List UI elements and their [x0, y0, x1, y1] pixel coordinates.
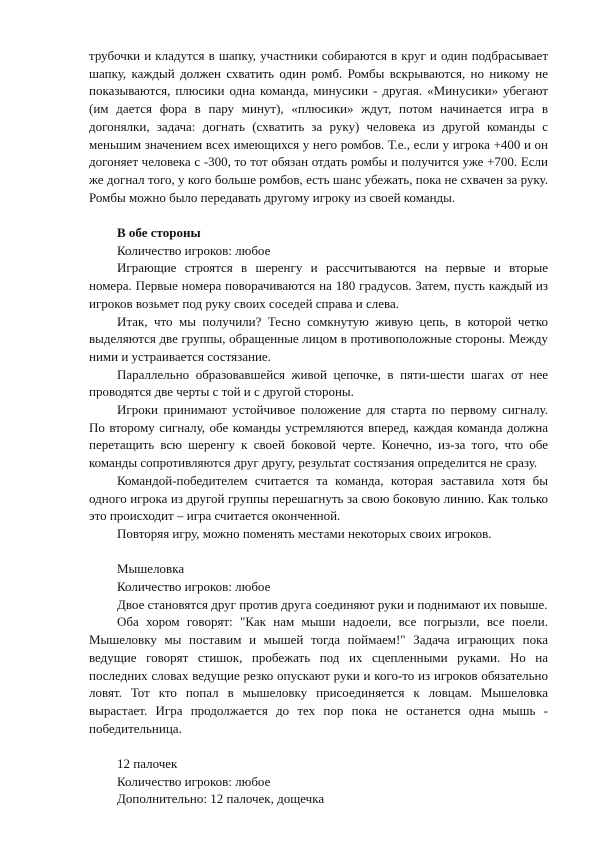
section-v-obe-storony: [89, 224, 548, 543]
players-count: Количество игроков: любое: [117, 773, 271, 789]
document-page: [89, 47, 548, 808]
extra-equipment: Дополнительно: 12 палочек, дощечка: [117, 791, 325, 807]
spacer: [89, 206, 548, 224]
players-count: Количество игроков: любое: [117, 579, 271, 595]
section-title: В обе стороны: [117, 225, 201, 241]
section-myshelovka: [89, 560, 548, 737]
paragraph: Играющие строятся в шеренгу и рассчитываются на первые и вторые номера. Первые номера поворачиваются на 180 градусов. Затем, пусть каждый из игроков возьмет под руку своих соседей справа и слева.: [89, 260, 548, 311]
paragraph: Оба хором говорят: "Как нам мыши надоели, все погрызли, все поели. Мышеловку мы поставим и мышей тогда поймаем!" Задача играющих пока ведущие говорят стишок, пробежать под их сцепленными руками. Но на последних словах ведущие резко опускают руки и кого-то из игроков обязательно ловят. Тот кто попал в мышеловку присоединяется к ловцам. Мышеловка вырастает. Игра продолжается до тех пор пока не останется одна мышь - победительница.: [89, 614, 548, 736]
paragraph: Повторяя игру, можно поменять местами некоторых своих игроков.: [117, 525, 492, 541]
spacer: [89, 543, 548, 561]
intro-paragraph: трубочки и кладутся в шапку, участники собираются в круг и один подбрасывает шапку, каждый должен схватить один ромб. Ромбы вскрываются, но никому не показываются, плюсики одна команда, минусики - другая. «Минусики» убегают (им дается фора в пару минут), «плюсики» ждут, потом начинается игра в догонялки, задача: догнать (схватить за руку) человека из другой команды с меньшим значением всех имеющихся у него ромбов. Т.е., если у игрока +400 и он догоняет человека с -300, то тот обязан отдать ромбы и получится уже +700. Если же догнал того, у кого больше ромбов, есть шанс убежать, пока не схвачен за руку. Ромбы можно было передавать другому игроку из своей команды.: [89, 48, 548, 205]
spacer: [89, 737, 548, 755]
paragraph: Командой-победителем считается та команда, которая заставила хотя бы одного игрока из другой группы перешагнуть за свою боковую линию. Как только это происходит – игра считается оконченной.: [89, 472, 548, 524]
paragraph: Двое становятся друг против друга соединяют руки и поднимают их повыше.: [117, 596, 548, 612]
section-title: 12 палочек: [117, 756, 178, 772]
paragraph: Игроки принимают устойчивое положение для старта по первому сигналу. По второму сигналу, обе команды устремляются вперед, каждая команда должна перетащить всю шеренгу к своей боковой черте. Конечно, из-за того, что обе команды сопротивляются друг другу, результат состязания определится не сразу.: [89, 402, 548, 471]
section-12-palochek: [89, 755, 548, 808]
players-count: Количество игроков: любое: [117, 242, 271, 258]
section-title: Мышеловка: [117, 561, 185, 577]
paragraph: Параллельно образовавшейся живой цепочке, в пяти-шести шагах от нее проводятся две черты с той и с другой стороны.: [89, 366, 548, 400]
paragraph: Итак, что мы получили? Тесно сомкнутую живую цепь, в которой четко выделяются две группы, обращенные лицом в противоположные стороны. Между ними и устраивается состязание.: [89, 313, 548, 364]
